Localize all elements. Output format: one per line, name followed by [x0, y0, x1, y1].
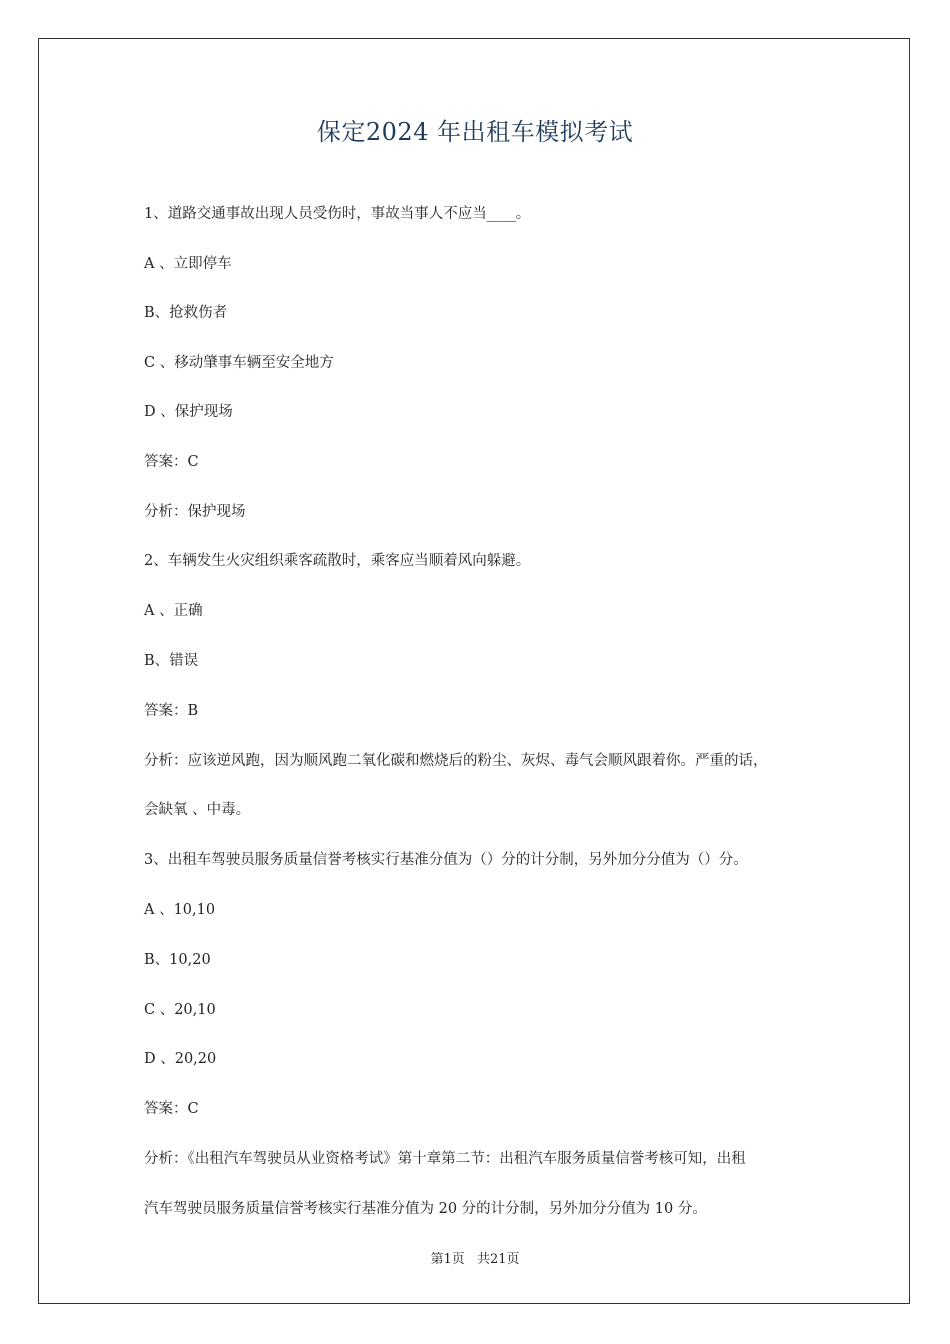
page-footer [0, 1248, 950, 1267]
question-1-option-d: D 、保护现场 [144, 404, 233, 420]
question-3-option-a: A 、10,10 [144, 902, 216, 918]
question-1-answer: 答案：C [144, 454, 199, 470]
question-1-stem: 1、道路交通事故出现人员受伤时，事故当事人不应当____。 [144, 206, 531, 222]
question-2-answer: 答案：B [144, 703, 199, 719]
question-2-analysis-line-1: 分析：应该逆风跑，因为顺风跑二氧化碳和燃烧后的粉尘、灰烬、毒气会顺风跟着你。严重的话， [144, 753, 768, 769]
question-2-option-b: B、错误 [144, 653, 199, 669]
question-2-analysis-line-2: 会缺氧 、中毒。 [144, 802, 251, 818]
question-3-option-b: B、10,20 [144, 952, 211, 968]
question-2-stem: 2、车辆发生火灾组织乘客疏散时，乘客应当顺着风向躲避。 [144, 553, 531, 569]
question-3-analysis-line-1: 分析：《出租汽车驾驶员从业资格考试》第十章第二节：出租汽车服务质量信誉考核可知，出租 [144, 1151, 746, 1167]
question-3-answer: 答案：C [144, 1101, 199, 1117]
page-number: 第1页 [430, 1252, 465, 1267]
question-2-option-a: A 、正确 [144, 603, 203, 619]
document-title: 保定2024 年出租车模拟考试 [316, 118, 634, 146]
page-total: 共21页 [476, 1252, 520, 1267]
question-3-option-c: C 、20,10 [144, 1002, 216, 1018]
question-1-option-c: C 、移动肇事车辆至安全地方 [144, 355, 334, 371]
question-3-stem: 3、出租车驾驶员服务质量信誉考核实行基准分值为（）分的计分制，另外加分分值为（）分。 [144, 852, 748, 868]
question-1-analysis: 分析：保护现场 [144, 504, 246, 520]
question-1-option-b: B、抢救伤者 [144, 305, 228, 321]
question-1-option-a: A 、立即停车 [144, 256, 232, 272]
question-3-analysis-line-2: 汽车驾驶员服务质量信誉考核实行基准分值为 20 分的计分制，另外加分分值为 10 分。 [144, 1201, 707, 1217]
question-3-option-d: D 、20,20 [144, 1051, 217, 1067]
